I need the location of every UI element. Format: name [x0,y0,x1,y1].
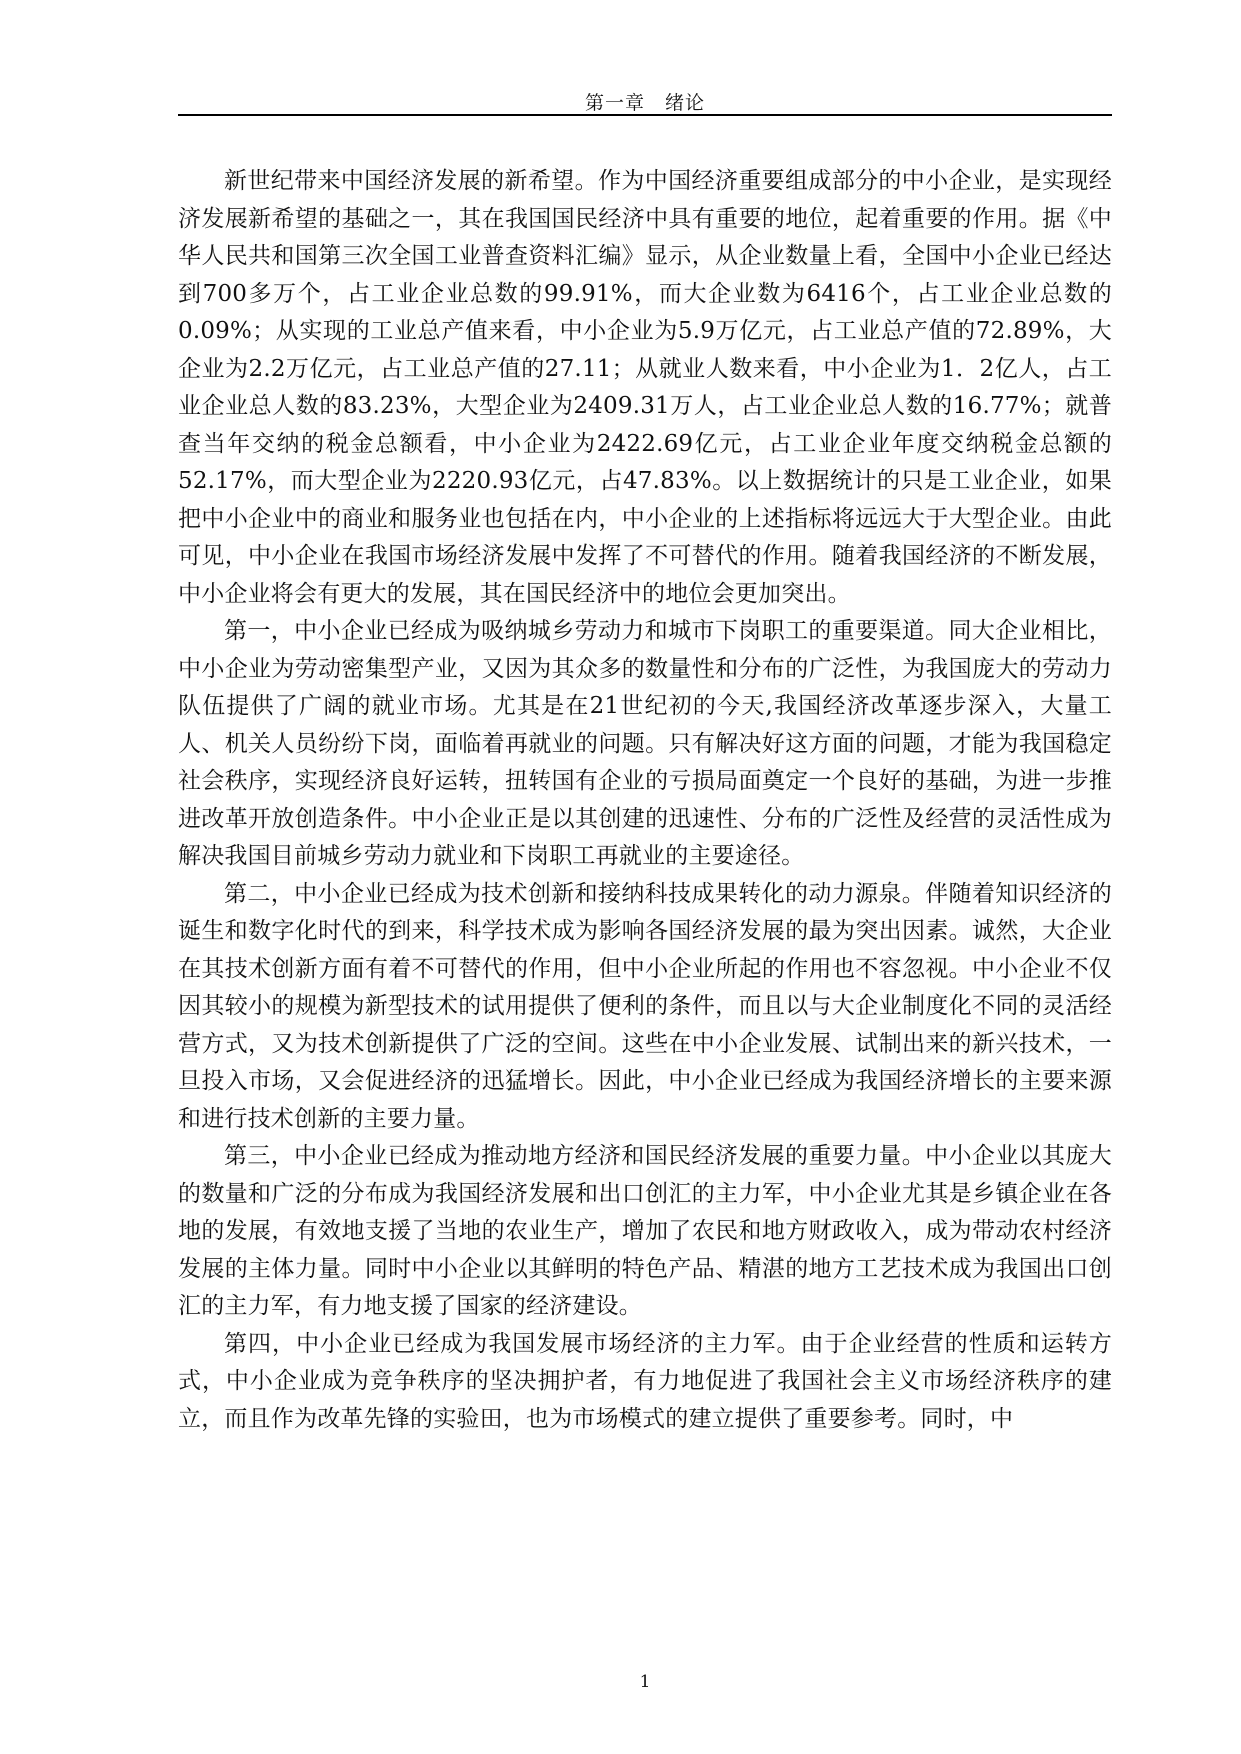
running-header: 第一章 绪论 [584,92,705,114]
paragraph-innovation: 第二，中小企业已经成为技术创新和接纳科技成果转化的动力源泉。伴随着知识经济的诞生和数字化时代的到来，科学技术成为影响各国经济发展的最为突出因素。诚然，大企业在其技术创新方面有着不可替代的作用，但中小企业所起的作用也不容忽视。中小企业不仅因其较小的规模为新型技术的试用提供了便利的条件，而且以与大企业制度化不同的灵活经营方式，又为技术创新提供了广泛的空间。这些在中小企业发展、试制出来的新兴技术，一旦投入市场，又会促进经济的迅猛增长。因此，中小企业已经成为我国经济增长的主要来源和进行技术创新的主要力量。 [178,880,1112,1132]
paragraph-local-economy: 第三，中小企业已经成为推动地方经济和国民经济发展的重要力量。中小企业以其庞大的数量和广泛的分布成为我国经济发展和出口创汇的主力军，中小企业尤其是乡镇企业在各地的发展，有效地支援了当地的农业生产，增加了农民和地方财政收入，成为带动农村经济发展的主体力量。同时中小企业以其鲜明的特色产品、精湛的地方工艺技术成为我国出口创汇的主力军，有力地支援了国家的经济建设。 [178,1143,1112,1319]
document-body [178,163,1112,1438]
paragraph-employment: 第一，中小企业已经成为吸纳城乡劳动力和城市下岗职工的重要渠道。同大企业相比，中小企业为劳动密集型产业，又因为其众多的数量性和分布的广泛性，为我国庞大的劳动力队伍提供了广阔的就业市场。尤其是在21世纪初的今天,我国经济改革逐步深入，大量工人、机关人员纷纷下岗，面临着再就业的问题。只有解决好这方面的问题，才能为我国稳定社会秩序，实现经济良好运转，扭转国有企业的亏损局面奠定一个良好的基础，为进一步推进改革开放创造条件。中小企业正是以其创建的迅速性、分布的广泛性及经营的灵活性成为解决我国目前城乡劳动力就业和下岗职工再就业的主要途径。 [178,618,1112,869]
page-number: 1 [639,1672,651,1692]
paragraph-intro: 新世纪带来中国经济发展的新希望。作为中国经济重要组成部分的中小企业，是实现经济发展新希望的基础之一，其在我国国民经济中具有重要的地位，起着重要的作用。据《中华人民共和国第三次全国工业普查资料汇编》显示，从企业数量上看，全国中小企业已经达到700多万个，占工业企业总数的99.91%，而大企业数为6416个，占工业企业总数的0.09%；从实现的工业总产值来看，中小企业为5.9万亿元，占工业总产值的72.89%，大企业为2.2万亿元，占工业总产值的27.11；从就业人数来看，中小企业为1．2亿人，占工业企业总人数的83.23%，大型企业为2409.31万人，占工业企业总人数的16.77%；就普查当年交纳的税金总额看，中小企业为2422.69亿元，占工业企业年度交纳税金总额的52.17%，而大型企业为2220.93亿元，占47.83%。以上数据统计的只是工业企业，如果把中小企业中的商业和服务业也包括在内，中小企业的上述指标将远远大于大型企业。由此可见，中小企业在我国市场经济发展中发挥了不可替代的作用。随着我国经济的不断发展，中小企业将会有更大的发展，其在国民经济中的地位会更加突出。 [178,168,1112,607]
paragraph-market-economy: 第四，中小企业已经成为我国发展市场经济的主力军。由于企业经营的性质和运转方式，中小企业成为竞争秩序的坚决拥护者，有力地促进了我国社会主义市场经济秩序的建立，而且作为改革先锋的实验田，也为市场模式的建立提供了重要参考。同时，中 [178,1330,1112,1432]
header-divider [178,114,1112,116]
